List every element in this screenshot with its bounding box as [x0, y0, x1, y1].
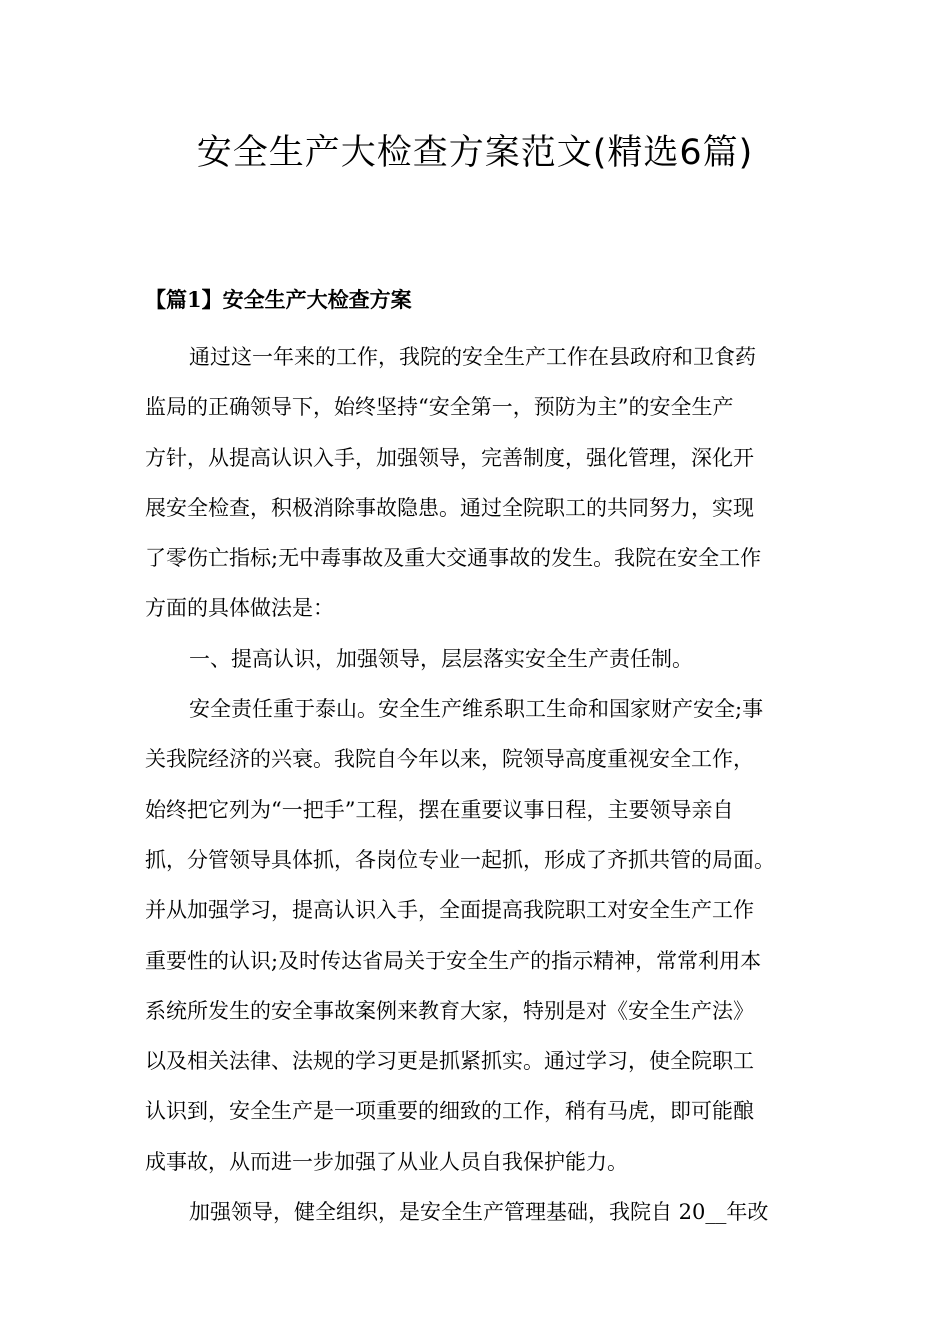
body-text — [145, 332, 835, 1237]
paragraph-line: 以及相关法律、法规的学习更是抓紧抓实。通过学习，使全院职工 — [145, 1049, 754, 1074]
paragraph-line: 并从加强学习，提高认识入手，全面提高我院职工对安全生产工作 — [145, 898, 754, 923]
paragraph-line: 系统所发生的安全事故案例来教育大家，特别是对《安全生产法》 — [145, 998, 754, 1023]
paragraph-line: 始终把它列为“一把手”工程，摆在重要议事日程，主要领导亲自 — [145, 797, 734, 822]
paragraph-line: 成事故，从而进一步加强了从业人员自我保护能力。 — [145, 1149, 628, 1174]
section-heading: 【篇1】安全生产大检查方案 — [145, 287, 412, 312]
section-subheading: 一、提高认识，加强领导，层层落实安全生产责任制。 — [189, 646, 693, 671]
paragraph-line: 方面的具体做法是： — [145, 596, 334, 621]
document-title: 安全生产大检查方案范文(精选6篇) — [196, 133, 754, 173]
paragraph-line: 关我院经济的兴衰。我院自今年以来，院领导高度重视安全工作， — [145, 747, 754, 772]
paragraph-line: 监局的正确领导下，始终坚持“安全第一，预防为主”的安全生产 — [145, 395, 734, 420]
paragraph-line: 重要性的认识;及时传达省局关于安全生产的指示精神，常常利用本 — [145, 948, 762, 973]
paragraph-line: 抓，分管领导具体抓，各岗位专业一起抓，形成了齐抓共管的局面。 — [145, 847, 775, 872]
paragraph-line: 了零伤亡指标;无中毒事故及重大交通事故的发生。我院在安全工作 — [145, 546, 762, 571]
paragraph-line: 认识到，安全生产是一项重要的细致的工作，稍有马虎，即可能酿 — [145, 1099, 754, 1124]
paragraph-line: 加强领导，健全组织，是安全生产管理基础，我院自 20__年改 — [189, 1200, 769, 1225]
paragraph-line: 展安全检查，积极消除事故隐患。通过全院职工的共同努力，实现 — [145, 495, 754, 520]
paragraph-line: 方针，从提高认识入手，加强领导，完善制度，强化管理，深化开 — [145, 445, 754, 470]
paragraph-line: 通过这一年来的工作，我院的安全生产工作在县政府和卫食药 — [189, 345, 756, 369]
paragraph-line: 安全责任重于泰山。安全生产维系职工生命和国家财产安全;事 — [189, 697, 764, 722]
